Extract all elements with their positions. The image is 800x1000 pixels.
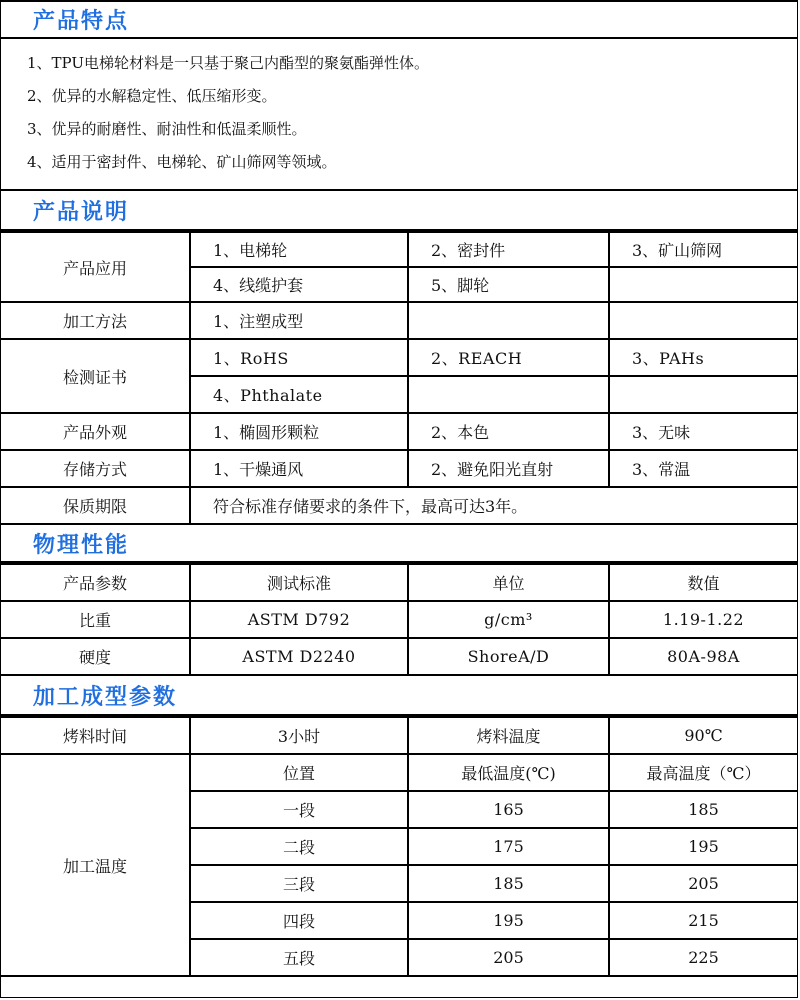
- table-cell: 1.19-1.22: [609, 601, 797, 638]
- table-cell: 1、椭圆形颗粒: [190, 413, 408, 450]
- table-cell: 三段: [190, 865, 408, 902]
- table-cell: ASTM D792: [190, 601, 408, 638]
- table-header-row: [1, 564, 797, 601]
- description-table: [1, 231, 797, 525]
- table-row: [1, 413, 797, 450]
- table-cell: [408, 302, 609, 339]
- table-cell: 硬度: [1, 638, 190, 675]
- table-header-row: [1, 754, 797, 791]
- column-header: 位置: [190, 754, 408, 791]
- row-label: 加工温度: [1, 754, 190, 976]
- table-cell: 165: [408, 791, 609, 828]
- table-row: [1, 487, 797, 524]
- table-cell: 185: [408, 865, 609, 902]
- row-label: 产品应用: [1, 232, 190, 302]
- row-label: 检测证书: [1, 339, 190, 413]
- table-row: [1, 717, 797, 754]
- table-cell: 1、电梯轮: [190, 232, 408, 267]
- column-header: 最低温度(℃): [408, 754, 609, 791]
- table-cell: [609, 302, 797, 339]
- table-cell: 225: [609, 939, 797, 976]
- table-cell: 205: [609, 865, 797, 902]
- feature-item: 4、适用于密封件、电梯轮、矿山筛网等领域。: [27, 153, 337, 171]
- table-cell: 3小时: [190, 717, 408, 754]
- table-cell: 3、矿山筛网: [609, 232, 797, 267]
- table-row: [1, 638, 797, 675]
- row-label: 存储方式: [1, 450, 190, 487]
- table-cell: 四段: [190, 902, 408, 939]
- column-header: 测试标准: [190, 564, 408, 601]
- row-label: 加工方法: [1, 302, 190, 339]
- section-title-features: 产品特点: [1, 2, 797, 39]
- section-title-physical: 物理性能: [1, 525, 797, 563]
- table-cell: 80A-98A: [609, 638, 797, 675]
- table-cell: 五段: [190, 939, 408, 976]
- table-cell: 二段: [190, 828, 408, 865]
- table-cell: 1、注塑成型: [190, 302, 408, 339]
- table-cell: 175: [408, 828, 609, 865]
- table-cell: [609, 376, 797, 413]
- features-list: [1, 39, 797, 191]
- table-cell: 205: [408, 939, 609, 976]
- shelf-life-value: 符合标准存储要求的条件下，最高可达3年。: [190, 487, 797, 524]
- table-cell: 一段: [190, 791, 408, 828]
- table-cell: ShoreA/D: [408, 638, 609, 675]
- table-cell: [408, 376, 609, 413]
- table-cell: 3、PAHs: [609, 339, 797, 376]
- table-cell: g/cm³: [408, 601, 609, 638]
- table-row: [1, 302, 797, 339]
- table-cell: 5、脚轮: [408, 267, 609, 302]
- table-cell: 185: [609, 791, 797, 828]
- table-row: [1, 339, 797, 376]
- table-cell: 3、常温: [609, 450, 797, 487]
- table-row: [1, 232, 797, 267]
- column-header: 产品参数: [1, 564, 190, 601]
- physical-properties-table: [1, 563, 797, 676]
- column-header: 单位: [408, 564, 609, 601]
- section-title-processing: 加工成型参数: [1, 676, 797, 716]
- table-cell: [609, 267, 797, 302]
- table-cell: 4、Phthalate: [190, 376, 408, 413]
- table-cell: 3、无味: [609, 413, 797, 450]
- row-label: 烤料时间: [1, 717, 190, 754]
- row-label: 保质期限: [1, 487, 190, 524]
- table-cell: 4、线缆护套: [190, 267, 408, 302]
- table-cell: 2、REACH: [408, 339, 609, 376]
- row-label: 产品外观: [1, 413, 190, 450]
- table-cell: 195: [609, 828, 797, 865]
- table-cell: 215: [609, 902, 797, 939]
- column-header: 最高温度（℃）: [609, 754, 797, 791]
- feature-item: 2、优异的水解稳定性、低压缩形变。: [27, 87, 277, 105]
- table-cell: 2、本色: [408, 413, 609, 450]
- row-label: 烤料温度: [408, 717, 609, 754]
- table-row: [1, 601, 797, 638]
- table-cell: 1、RoHS: [190, 339, 408, 376]
- column-header: 数值: [609, 564, 797, 601]
- table-row: [1, 450, 797, 487]
- feature-item: 1、TPU电梯轮材料是一只基于聚己内酯型的聚氨酯弹性体。: [27, 54, 430, 72]
- table-cell: 195: [408, 902, 609, 939]
- feature-item: 3、优异的耐磨性、耐油性和低温柔顺性。: [27, 120, 307, 138]
- section-title-description: 产品说明: [1, 191, 797, 231]
- processing-table: [1, 716, 797, 977]
- table-cell: ASTM D2240: [190, 638, 408, 675]
- table-cell: 2、密封件: [408, 232, 609, 267]
- table-cell: 90℃: [609, 717, 797, 754]
- table-cell: 2、避免阳光直射: [408, 450, 609, 487]
- table-cell: 比重: [1, 601, 190, 638]
- table-cell: 1、干燥通风: [190, 450, 408, 487]
